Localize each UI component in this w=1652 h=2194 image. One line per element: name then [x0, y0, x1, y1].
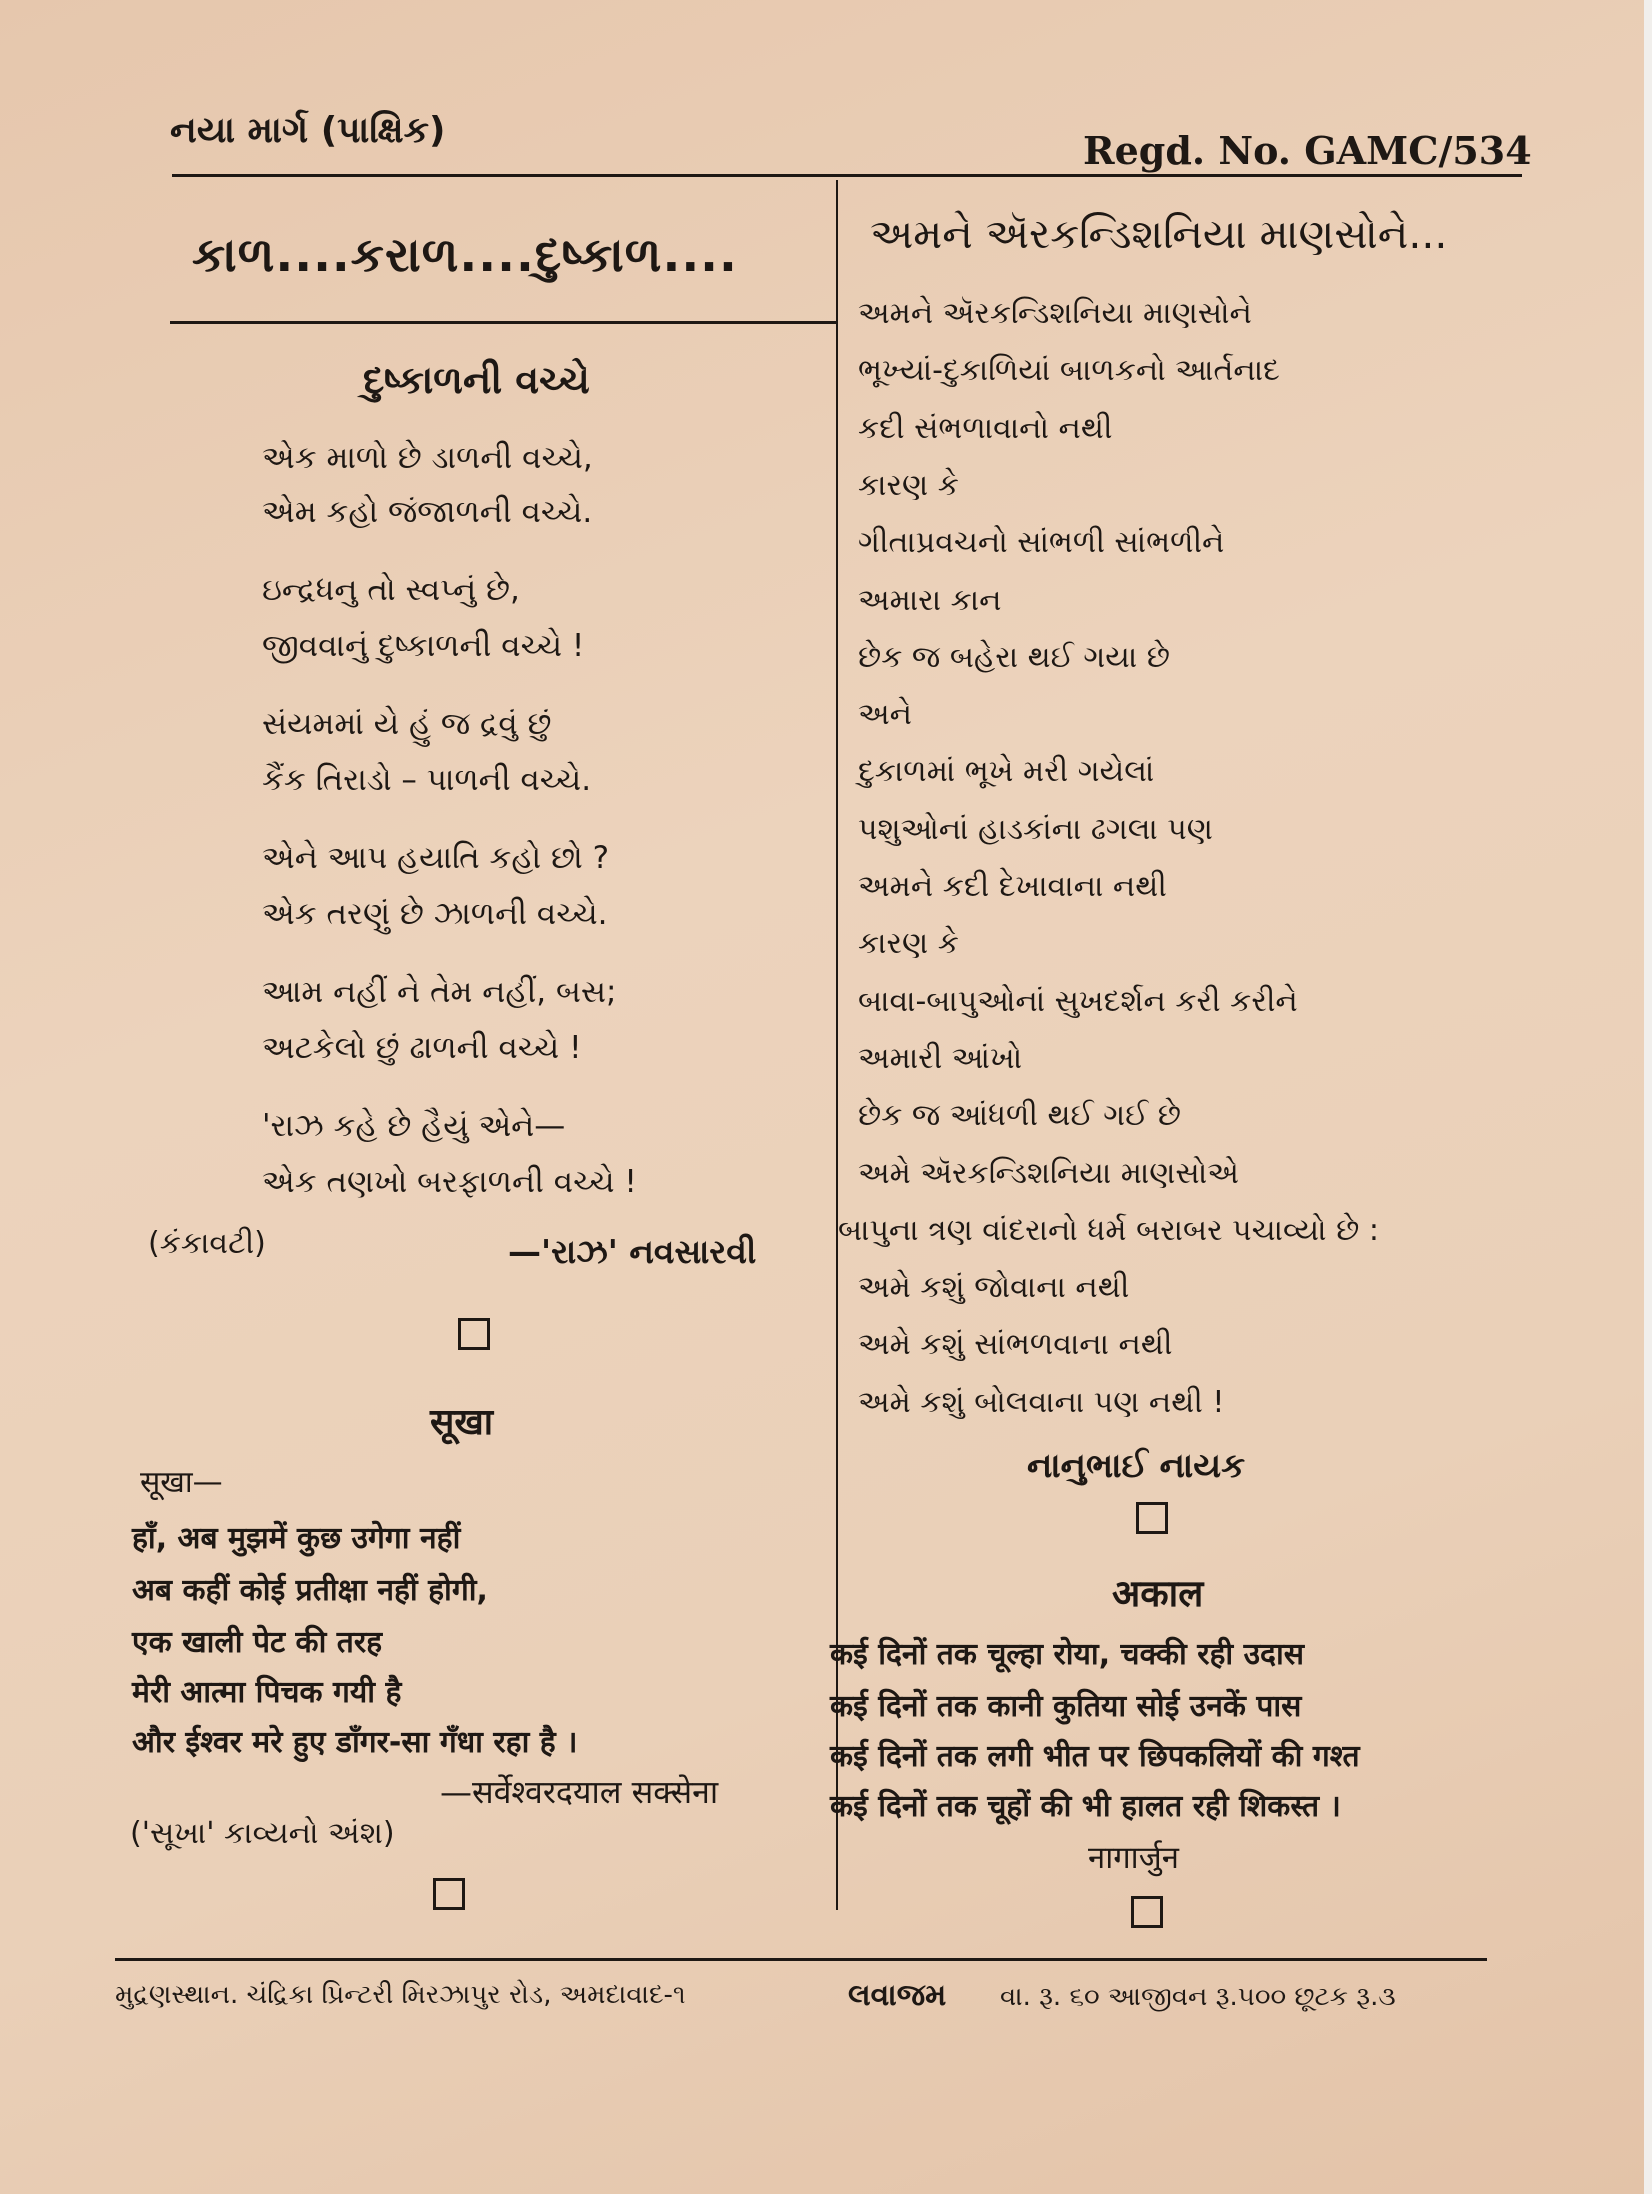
poem-line: અમે કશું બોલવાના પણ નથી !	[858, 1385, 1225, 1420]
subscription-rates: વા. રૂ. ૬૦ આજીવન રૂ.૫૦૦ છૂટક રૂ.૩	[1000, 1982, 1396, 2012]
poem-line: અમને કદી દેખાવાના નથી	[858, 869, 1167, 904]
poem-line: અમે ઍરકન્ડિશનિયા માણસોએ	[858, 1156, 1239, 1191]
poem-line: એક તરણું છે ઝાળની વચ્ચે.	[262, 896, 608, 932]
poem-title-dushkalni-vachche: દુષ્કાળની વચ્ચે	[363, 358, 590, 402]
poem-line: 'રાઝ કહે છે હૈયું એને—	[262, 1108, 566, 1144]
poem-author: नागार्जुन	[1088, 1840, 1179, 1876]
poem-line: कई दिनों तक चूल्हा रोया, चक्की रही उदास	[830, 1637, 1305, 1672]
poem-title-aircondition: અમને ઍરકન્ડિશનિયા માણસોને...	[870, 210, 1448, 258]
poem-line: એને આપ હયાતિ કહો છો ?	[262, 840, 610, 876]
poem-line: અટકેલો છું ઢાળની વચ્ચે !	[262, 1030, 582, 1066]
poem-line: અમે કશું જોવાના નથી	[858, 1270, 1130, 1305]
poem-line: और ईश्वर मरे हुए डाँगर-सा गँधा रहा है ।	[132, 1725, 578, 1760]
poem-source: ('સૂખા' કાવ્યનો અંશ)	[130, 1816, 395, 1851]
poem-line: कई दिनों तक कानी कुतिया सोई उनकें पास	[830, 1689, 1302, 1724]
separator-box	[433, 1878, 465, 1910]
poem-line: જીવવાનું દુષ્કાળની વચ્ચે !	[262, 628, 585, 664]
poem-author: —'રાઝ' નવસારવી	[508, 1232, 757, 1271]
poem-line: સંયમમાં યે હું જ દ્રવું છું	[262, 706, 552, 742]
poem-author: નાનુભાઈ નાયક	[1027, 1446, 1246, 1486]
poem-line: પશુઓનાં હાડકાંના ઢગલા પણ	[858, 812, 1213, 847]
poem-line: અમારી આંખો	[858, 1041, 1023, 1076]
scan-edge	[1644, 0, 1652, 2194]
poem-line: બાવા-બાપુઓનાં સુખદર્શન કરી કરીને	[858, 984, 1298, 1019]
poem-line: कई दिनों तक लगी भीत पर छिपकलियों की गश्त	[830, 1739, 1360, 1774]
subscription-label: લવાજમ	[848, 1978, 947, 2013]
poem-line: દુકાળમાં ભૂખે મરી ગયેલાં	[858, 754, 1155, 789]
section-title: કાળ....કરાળ....દુષ્કાળ....	[192, 228, 738, 283]
header-rule	[172, 174, 1522, 177]
poem-line: અમે કશું સાંભળવાના નથી	[858, 1327, 1173, 1362]
poem-line: एक खाली पेट की तरह	[132, 1625, 383, 1660]
printer-line: મુદ્રણસ્થાન. ચંદ્રિકા પ્રિન્ટરી મિરઝાપુર રોડ, અમદાવાદ-૧	[115, 1980, 686, 2010]
footer-rule	[115, 1958, 1487, 1961]
poem-line: એક તણખો બરફાળની વચ્ચે !	[262, 1164, 637, 1200]
separator-box	[1131, 1896, 1163, 1928]
separator-box	[1136, 1502, 1168, 1534]
poem-line: છેક જ બહેરા થઈ ગયા છે	[858, 640, 1170, 675]
poem-line: છેક જ આંધળી થઈ ગઈ છે	[858, 1098, 1181, 1133]
poem-source: (કંકાવટી)	[148, 1226, 266, 1261]
poem-line: कई दिनों तक चूहों की भी हालत रही शिकस्त ।	[830, 1789, 1341, 1824]
masthead: નયા માર્ગ (પાક્ષિક)	[170, 110, 446, 151]
poem-line: એક માળો છે ડાળની વચ્ચે,	[262, 440, 593, 476]
poem-line: ઇન્દ્રધનુ તો સ્વપ્નું છે,	[262, 572, 520, 608]
poem-line: ભૂખ્યાં-દુકાળિયાં બાળકનો આર્તનાદ	[858, 353, 1280, 388]
poem-author: —सर्वेश्वरदयाल सक्सेना	[440, 1773, 719, 1811]
poem-line: अब कहीं कोई प्रतीक्षा नहीं होगी,	[132, 1573, 488, 1608]
poem-line: આમ નહીં ને તેમ નહીં, બસ;	[262, 974, 617, 1010]
poem-line: કદી સંભળાવાનો નથી	[858, 411, 1113, 446]
poem-line: કારણ કે	[858, 468, 959, 503]
poem-title-sukha: सूखा	[430, 1402, 494, 1443]
poem-line: ગીતાપ્રવચનો સાંભળી સાંભળીને	[858, 525, 1225, 560]
registration-number: Regd. No. GAMC/534	[1083, 128, 1532, 173]
poem-line: કૈંક તિરાડો – પાળની વચ્ચે.	[262, 762, 592, 798]
section-title-rule	[170, 321, 836, 324]
separator-box	[458, 1318, 490, 1350]
poem-line: અમારા કાન	[858, 583, 1002, 618]
poem-line: એમ કહો જંજાળની વચ્ચે.	[262, 494, 593, 530]
poem-line: અને	[858, 697, 912, 732]
poem-line: सूखा—	[140, 1465, 223, 1500]
poem-line: અમને ઍરકન્ડિશનિયા માણસોને	[858, 296, 1252, 331]
poem-title-akal: अकाल	[1112, 1572, 1204, 1615]
poem-line: બાપુના ત્રણ વાંદરાનો ધર્મ બરાબર પચાવ્યો છે :	[838, 1213, 1379, 1248]
poem-line: કારણ કે	[858, 926, 959, 961]
poem-line: मेरी आत्मा पिचक गयी है	[132, 1675, 402, 1710]
poem-line: हाँ, अब मुझमें कुछ उगेगा नहीं	[132, 1521, 461, 1556]
